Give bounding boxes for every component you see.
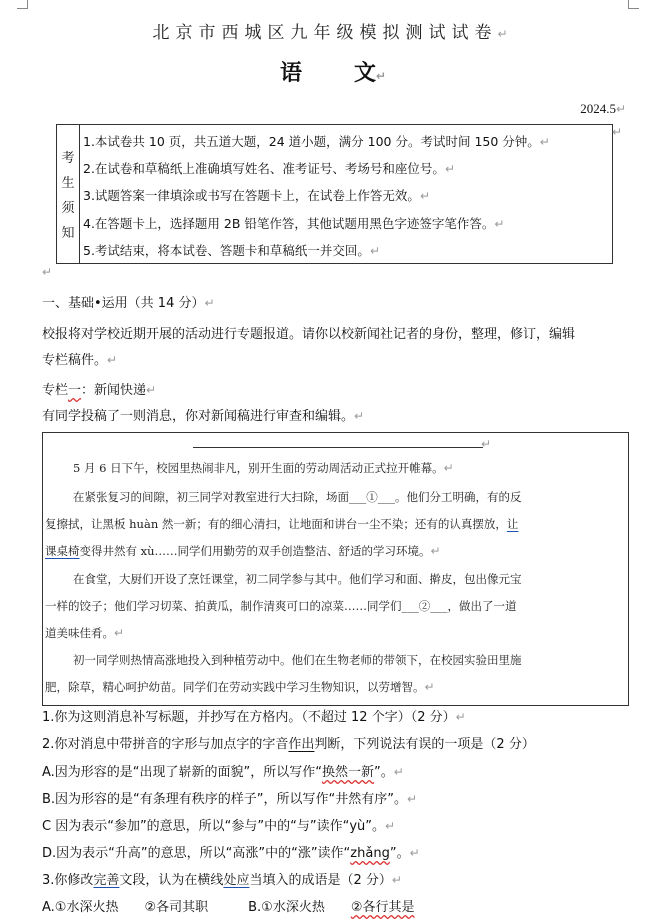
news-paragraph: 在紧张复习的间隙，初三同学对教室进行大扫除，场面___①___。他们分工明确，有的反 xyxy=(73,490,522,504)
subject-title: 语 文↵ xyxy=(279,61,387,86)
option-c: C 因为表示“参加”的意思，所以“参与”中的“与”读作“yù”。↵ xyxy=(42,819,396,834)
notice-item: 4.在答题卡上，选择题用 2B 铅笔作答，其他试题用黑色字迹签字笔作答。↵ xyxy=(83,215,505,231)
column-title: 专栏一：新闻快递↵ xyxy=(42,383,157,398)
paragraph-mark: ↵ xyxy=(375,69,387,83)
question-2: 2.你对消息中带拼音的字形与加点字的字音作出判断，下列说法有误的一项是（2 分） xyxy=(42,737,535,752)
task-instruction: 有同学投稿了一则消息，你对新闻稿进行审查和编辑。↵ xyxy=(42,409,365,424)
notice-item: 5.考试结束，将本试卷、答题卡和草稿纸一并交回。↵ xyxy=(83,242,380,258)
news-draft-box: ↵ 5 月 6 日下午，校园里热闹非凡，别开生面的劳动周活动正式拉开帷幕。↵ 在紧张复习的间隙，初三同学对教室进行大扫除，场面___①___。他们分工明确，有的反 复擦拭，让黑板 huàn 然一新；有的细心清扫，让地面和讲台一尘不染；还有的认真摆放，让 课桌椅变得井然有 xù……同学们用勤劳的双手创造整洁、舒适的学习环境。↵ 在食堂，大厨们开设了烹饪课堂，初二同学参与其中。他们学习和面、擀皮，包出像元宝 一样的饺子；他们学习切菜、拍黄瓜，制作清爽可口的凉菜……同学们___②___，做出了一道 道美味佳肴。↵ 初一同学则热情高涨地投入到种植劳动中。他们在生物老师的带领下，在校园实验田里施 肥，除草，精心呵护幼苗。同学们在劳动实践中学习生物知识，以劳增智。↵ xyxy=(42,432,629,706)
option-b: B.因为形容的是“有条理有秩序的样子”，所以写作“井然有序”。↵ xyxy=(42,792,418,807)
news-paragraph: 在食堂，大厨们开设了烹饪课堂，初二同学参与其中。他们学习和面、擀皮，包出像元宝 xyxy=(73,572,522,586)
news-paragraph-line: 一样的饺子；他们学习切菜、拍黄瓜，制作清爽可口的凉菜……同学们___②___，做出了一道 xyxy=(45,599,517,613)
section-heading: 一、基础•运用（共 14 分）↵ xyxy=(42,296,215,311)
option-d: D.因为表示“升高”的意思，所以“高涨”中的“涨”读作“zhǎng”。↵ xyxy=(42,846,420,861)
empty-paragraph-mark: ↵ xyxy=(42,265,53,279)
news-paragraph-line: 复擦拭，让黑板 huàn 然一新；有的细心清扫，让地面和讲台一尘不染；还有的认真摆放，让 xyxy=(45,517,519,531)
question-3: 3.你修改完善文段，认为在横线处应当填入的成语是（2 分）↵ xyxy=(42,873,402,888)
question-1: 1.你为这则消息补写标题，并抄写在方格内。（不超过 12 个字）（2 分）↵ xyxy=(42,710,466,725)
page-corner-top-right xyxy=(628,0,639,9)
notice-item: 3.试题答案一律填涂或书写在答题卡上，在试卷上作答无效。↵ xyxy=(83,188,430,204)
news-paragraph: 5 月 6 日下午，校园里热闹非凡，别开生面的劳动周活动正式拉开帷幕。↵ xyxy=(73,461,454,475)
news-paragraph-line: 课桌椅变得井然有 xù……同学们用勤劳的双手创造整洁、舒适的学习环境。↵ xyxy=(45,544,441,558)
notice-side-label: 考 生 须 知 xyxy=(57,125,80,263)
option-a: A.因为形容的是“出现了崭新的面貌”，所以写作“换然一新”。↵ xyxy=(42,765,404,780)
intro-paragraph-line: 校报将对学校近期开展的活动进行专题报道。请你以校新闻社记者的身份，整理，修订，编辑 xyxy=(42,327,576,342)
question-3-options: A.①水深火热 ②各司其职 B.①水深火热 ②各行其是 xyxy=(42,900,415,915)
intro-paragraph-line: 专栏稿件。↵ xyxy=(42,353,118,368)
paragraph-mark: ↵ xyxy=(497,27,514,41)
exam-notice-table xyxy=(56,124,613,264)
news-paragraph-line: 道美味佳肴。↵ xyxy=(45,626,125,640)
exam-header-title: 北京市西城区九年级模拟测试试卷↵ xyxy=(152,23,514,43)
page-corner-top-left xyxy=(17,0,28,9)
news-paragraph: 初一同学则热情高涨地投入到种植劳动中。他们在生物老师的带领下，在校园实验田里施 xyxy=(73,653,522,667)
notice-items xyxy=(83,128,612,264)
notice-item: 2.在试卷和草稿纸上准确填写姓名、准考证号、考场号和座位号。↵ xyxy=(83,161,455,177)
exam-date: 2024.5↵ xyxy=(580,101,626,116)
title-blank-line xyxy=(193,447,483,448)
notice-item: 1.本试卷共 10 页，共五道大题，24 道小题，满分 100 分。考试时间 150 分钟。↵ xyxy=(83,134,550,149)
table-row-end-mark: ↵ xyxy=(612,125,623,139)
news-paragraph-line: 肥，除草，精心呵护幼苗。同学们在劳动实践中学习生物知识，以劳增智。↵ xyxy=(45,680,435,694)
